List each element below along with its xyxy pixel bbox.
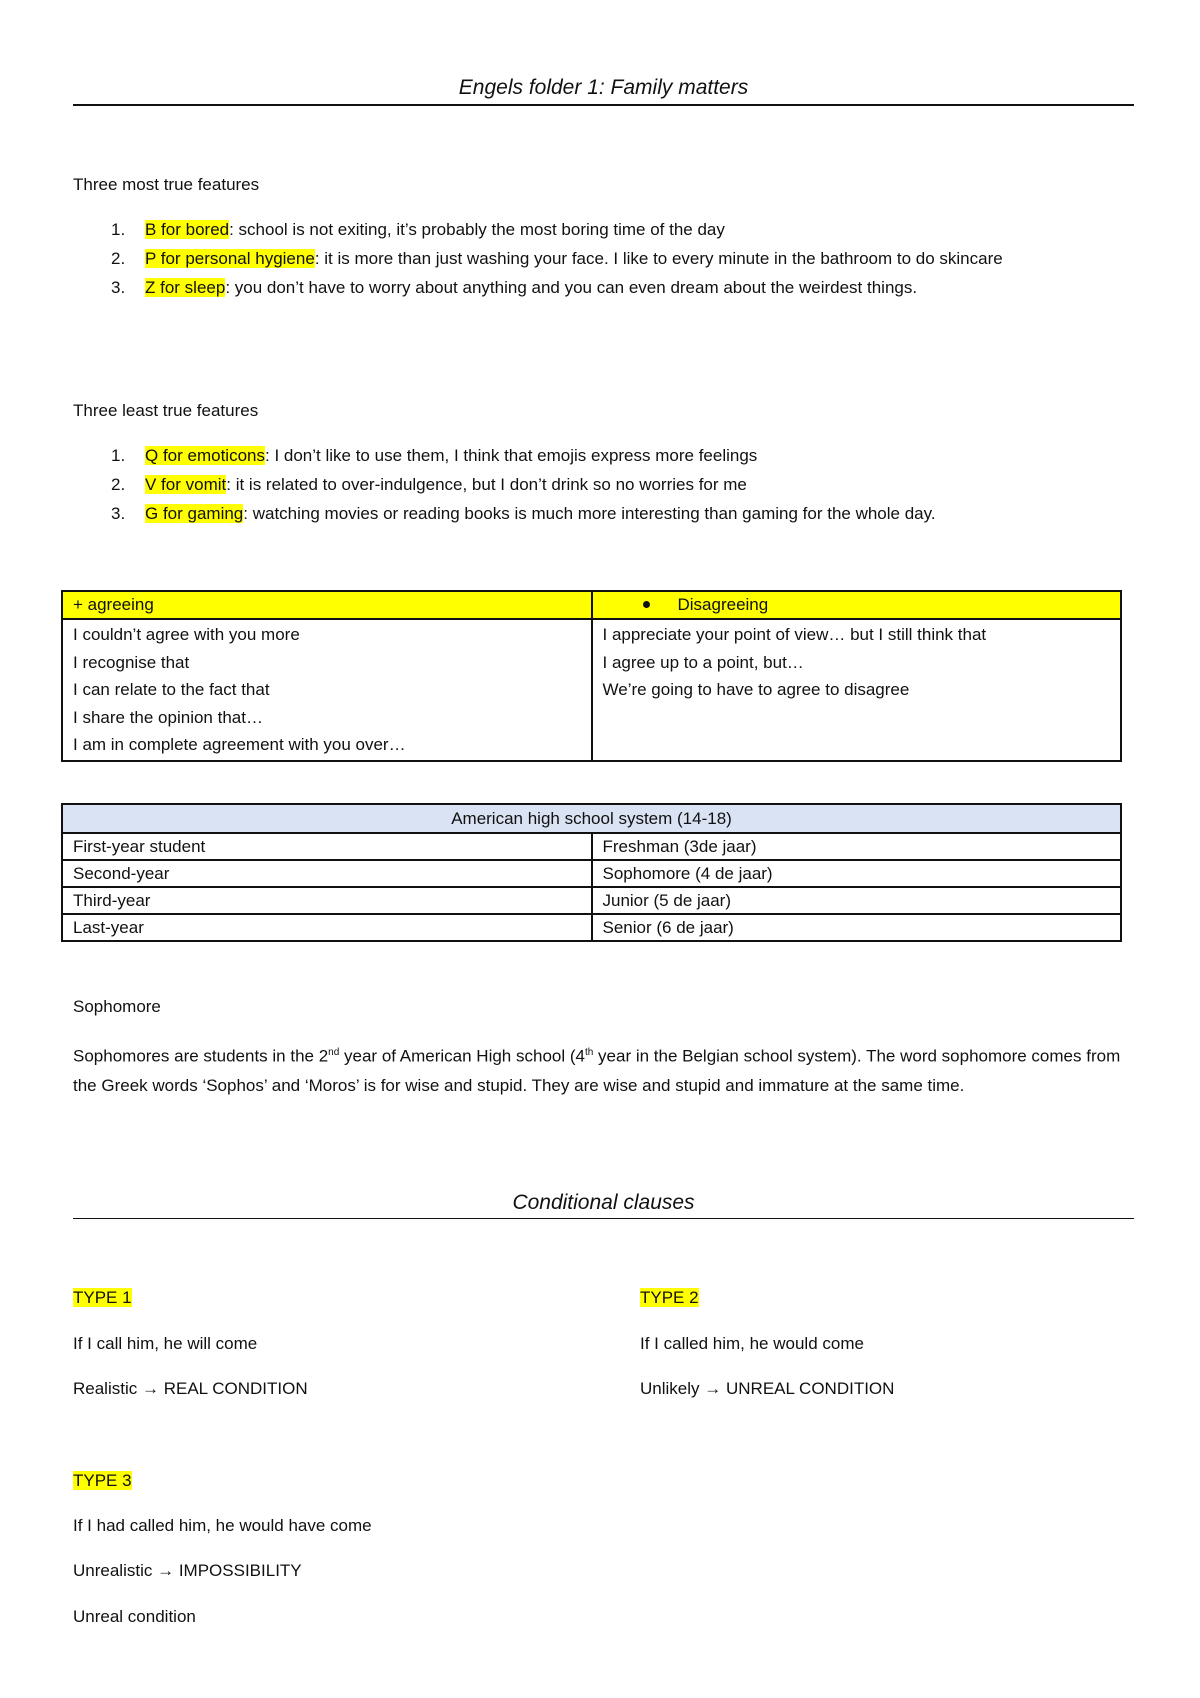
- feature-term: V for vomit: [145, 475, 227, 494]
- school-table-header: American high school system (14-18): [62, 804, 1121, 833]
- list-item: [73, 499, 1134, 528]
- disagree-phrase: I agree up to a point, but…: [602, 652, 804, 672]
- disagree-phrase: We’re going to have to agree to disagree: [602, 680, 910, 699]
- most-true-list: [73, 215, 1134, 302]
- table-header-row: [62, 804, 1121, 833]
- feature-text: : school is not exiting, it’s probably the most boring time of the day: [229, 220, 725, 239]
- list-number: 3.: [111, 504, 126, 523]
- arrow-right-icon: →: [141, 1379, 159, 1398]
- list-item: [73, 215, 1134, 244]
- kind-text: Unlikely: [640, 1379, 705, 1398]
- agree-phrase: I share the opinion that…: [73, 707, 263, 727]
- table-cell: Sophomore (4 de jaar): [592, 860, 1122, 887]
- sophomore-heading: Sophomore: [73, 997, 161, 1016]
- disagree-header-cell: [592, 591, 1122, 619]
- school-system-table: [61, 803, 1122, 942]
- agree-phrase: I recognise that: [73, 652, 190, 672]
- agree-phrase: I can relate to the fact that: [73, 680, 270, 699]
- list-number: 1.: [111, 220, 126, 239]
- arrow-right-icon: →: [157, 1561, 175, 1580]
- table-cell: Last-year: [62, 914, 592, 941]
- table-row: [62, 833, 1121, 860]
- table-cell: Senior (6 de jaar): [592, 914, 1122, 941]
- paragraph-text: year in the Belgian school system). The word sophomore comes from the Greek words ‘Sophos’ and ‘Moros’ is for wise and stupid. They are wise and stupid and immature at the same time.: [73, 1046, 1121, 1095]
- list-number: 2.: [111, 249, 126, 268]
- table-row: [62, 887, 1121, 914]
- bullet-icon: [643, 601, 650, 608]
- list-number: 1.: [111, 446, 126, 465]
- agree-header: + agreeing: [62, 591, 592, 619]
- type3-label: [73, 1470, 132, 1491]
- least-true-list: [73, 441, 1134, 528]
- table-header-row: [62, 591, 1121, 619]
- superscript: th: [584, 1047, 594, 1058]
- list-item: [73, 441, 1134, 470]
- table-row: [62, 860, 1121, 887]
- type2-label: [640, 1287, 699, 1308]
- paragraph-text: year of American High school (4: [339, 1046, 585, 1066]
- feature-term: P for personal hygiene: [145, 249, 315, 268]
- paragraph-text: Sophomores are students in the 2: [73, 1046, 329, 1066]
- result-text: UNREAL CONDITION: [725, 1379, 895, 1398]
- feature-text: : you don’t have to worry about anything and you can even dream about the weirdest things.: [225, 278, 918, 297]
- list-item: [73, 273, 1134, 302]
- type3-extra: Unreal condition: [73, 1607, 196, 1626]
- table-cell: Freshman (3de jaar): [592, 833, 1122, 860]
- section-title: Conditional clauses: [512, 1191, 695, 1214]
- type-label: TYPE 1: [73, 1288, 132, 1307]
- kind-text: Realistic: [73, 1379, 138, 1398]
- arrow-right-icon: →: [704, 1379, 722, 1398]
- feature-term: G for gaming: [145, 504, 244, 523]
- type-label: TYPE 3: [73, 1471, 132, 1490]
- type-label: TYPE 2: [640, 1288, 699, 1307]
- type3-example: If I had called him, he would have come: [73, 1516, 372, 1535]
- list-item: [73, 244, 1134, 273]
- type3-kind: [73, 1560, 302, 1581]
- list-number: 2.: [111, 475, 126, 494]
- table-cell: First-year student: [62, 833, 592, 860]
- feature-term: B for bored: [145, 220, 230, 239]
- feature-term: Q for emoticons: [145, 446, 265, 465]
- type2-kind: [640, 1378, 894, 1399]
- disagree-phrases: [592, 619, 1122, 761]
- disagree-phrase: I appreciate your point of view… but I still think that: [602, 625, 987, 644]
- result-text: REAL CONDITION: [163, 1379, 308, 1398]
- table-cell: Second-year: [62, 860, 592, 887]
- agree-phrase: I couldn’t agree with you more: [73, 625, 300, 644]
- feature-text: : it is more than just washing your face. I like to every minute in the bathroom to do skincare: [314, 249, 1003, 268]
- title-rule: [73, 104, 1134, 106]
- agree-phrases: [62, 619, 592, 761]
- list-number: 3.: [111, 278, 126, 297]
- opinion-table: [61, 590, 1122, 762]
- feature-term: Z for sleep: [145, 278, 226, 297]
- type1-kind: [73, 1378, 308, 1399]
- feature-text: : it is related to over-indulgence, but I don’t drink so no worries for me: [226, 475, 747, 494]
- disagree-header: Disagreeing: [677, 595, 769, 614]
- feature-text: : I don’t like to use them, I think that emojis express more feelings: [265, 446, 758, 465]
- most-true-heading: Three most true features: [73, 175, 260, 194]
- sophomore-paragraph: [73, 1038, 1134, 1100]
- superscript: nd: [328, 1047, 340, 1058]
- type1-example: If I call him, he will come: [73, 1334, 258, 1353]
- type2-example: If I called him, he would come: [640, 1334, 864, 1353]
- page-title: Engels folder 1: Family matters: [458, 76, 749, 99]
- table-cell: Third-year: [62, 887, 592, 914]
- list-item: [73, 470, 1134, 499]
- least-true-heading: Three least true features: [73, 401, 259, 420]
- section-rule: [73, 1218, 1134, 1219]
- feature-text: : watching movies or reading books is much more interesting than gaming for the whole day.: [243, 504, 936, 523]
- table-row: [62, 619, 1121, 761]
- kind-text: Unrealistic: [73, 1561, 153, 1580]
- table-row: [62, 914, 1121, 941]
- table-cell: Junior (5 de jaar): [592, 887, 1122, 914]
- agree-phrase: I am in complete agreement with you over…: [73, 735, 406, 754]
- result-text: IMPOSSIBILITY: [178, 1561, 302, 1580]
- type1-label: [73, 1287, 132, 1308]
